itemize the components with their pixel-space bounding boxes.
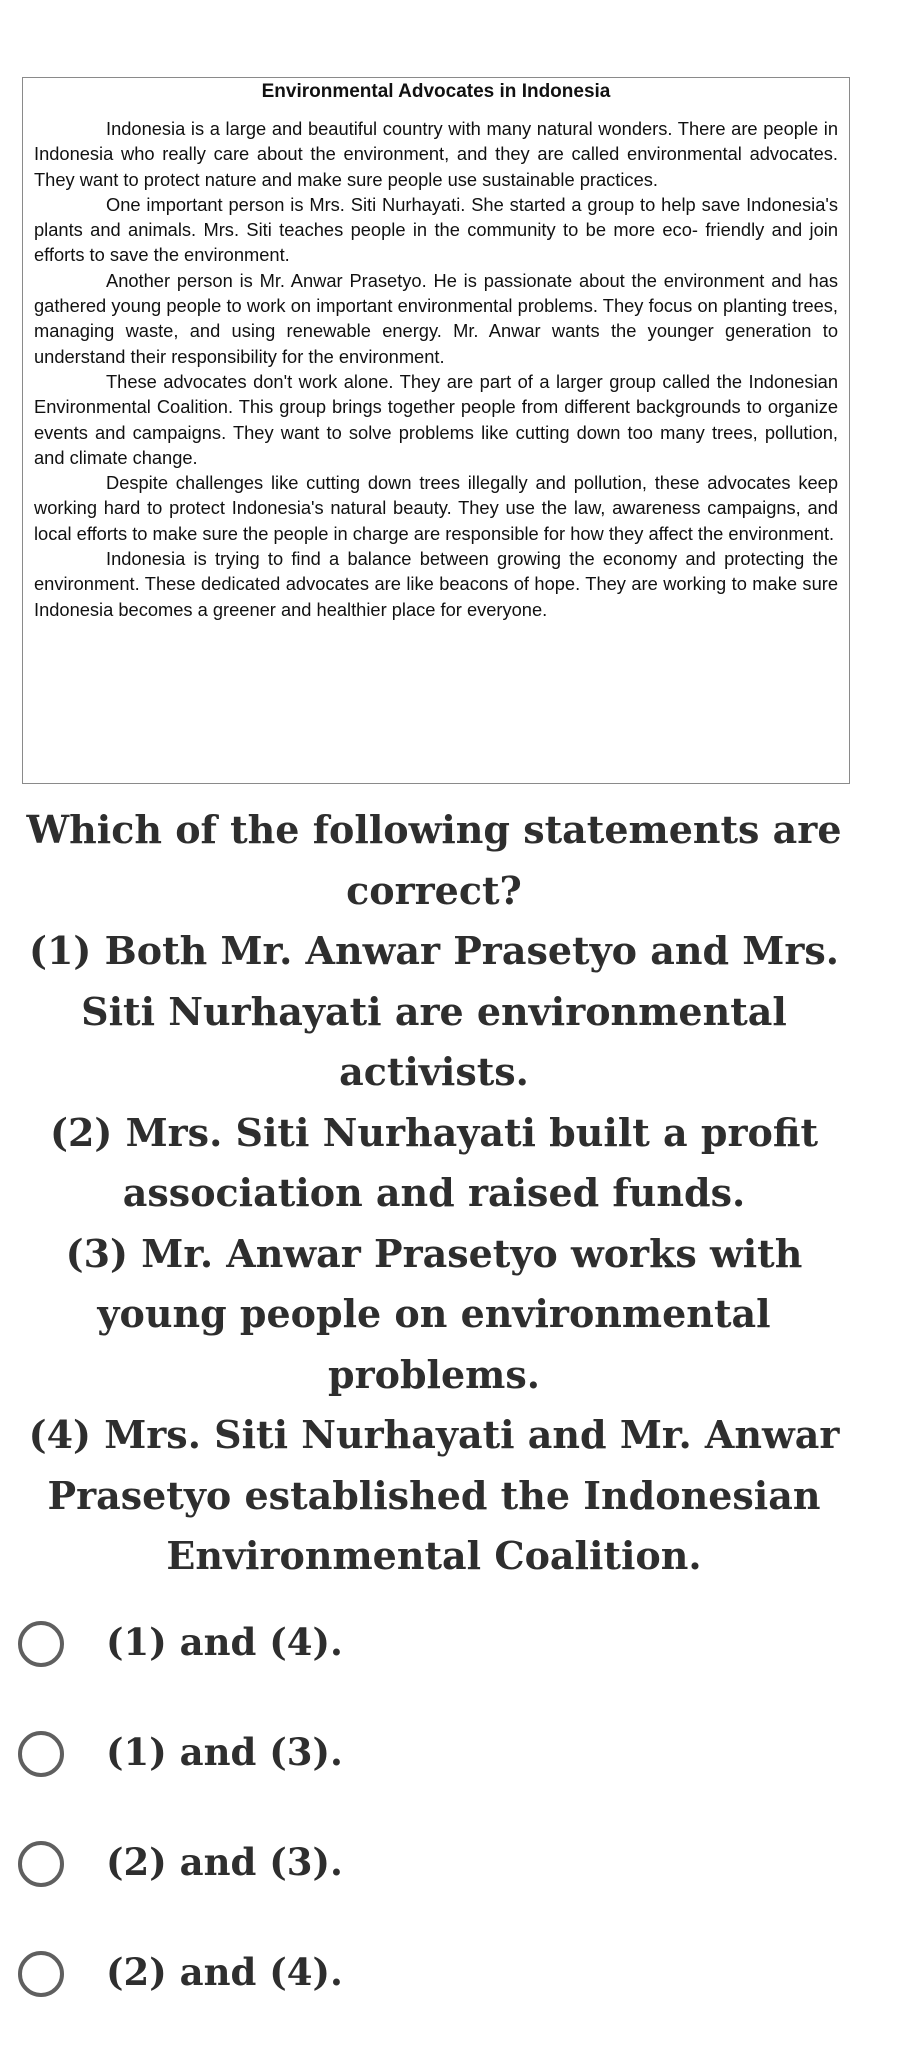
passage-paragraph-3: Another person is Mr. Anwar Prasetyo. He is passionate about the environment and has gathered young people to work on important environmental problems. They focus on planting trees, managing waste, and using renewable energy. Mr. Anwar wants the younger generation to understand their responsibility for the environment. [34, 269, 838, 367]
statement-2: (2) Mrs. Siti Nurhayati built a profit association and raised funds. [49, 1109, 819, 1215]
radio-button-icon[interactable] [18, 1951, 64, 1997]
passage-title: Environmental Advocates in Indonesia [261, 81, 611, 102]
answer-option-label: (2) and (4). [106, 1950, 343, 1994]
radio-button-icon[interactable] [18, 1621, 64, 1667]
statement-4: (4) Mrs. Siti Nurhayati and Mr. Anwar Prasetyo established the Indonesian Environmental Coalition. [28, 1412, 840, 1578]
passage-paragraph-5: Despite challenges like cutting down trees illegally and pollution, these advocates keep working hard to protect Indonesia's natural beauty. They use the law, awareness campaigns, and local efforts to make sure the people in charge are responsible for how they affect the environment. [34, 472, 838, 544]
statement-3: (3) Mr. Anwar Prasetyo works with young people on environmental problems. [65, 1230, 803, 1397]
answer-option-label: (1) and (4). [106, 1620, 343, 1664]
answer-option-4[interactable] [0, 1944, 868, 2054]
answer-option-1[interactable] [0, 1614, 868, 1724]
question-text [0, 800, 868, 1587]
passage-paragraph-1: Indonesia is a large and beautiful country with many natural wonders. There are people in Indonesia who really care about the environment, and they are called environmental advocates. They want to protect nature and make sure people use sustainable practices. [34, 118, 838, 190]
statement-1: (1) Both Mr. Anwar Prasetyo and Mrs. Siti Nurhayati are environmental activists. [28, 928, 839, 1094]
answer-options [0, 1614, 868, 2054]
question-prompt: Which of the following statements are correct? [26, 807, 842, 913]
answer-option-label: (1) and (3). [106, 1730, 343, 1774]
answer-option-2[interactable] [0, 1724, 868, 1834]
radio-button-icon[interactable] [18, 1841, 64, 1887]
radio-button-icon[interactable] [18, 1731, 64, 1777]
passage-paragraph-4: These advocates don't work alone. They are part of a larger group called the Indonesian Environmental Coalition. This group brings together people from different backgrounds to organize events and campaigns. They want to solve problems like cutting down too many trees, pollution, and climate change. [34, 370, 838, 468]
reading-passage [22, 77, 850, 784]
answer-option-3[interactable] [0, 1834, 868, 1944]
answer-option-label: (2) and (3). [106, 1840, 343, 1884]
passage-paragraph-6: Indonesia is trying to find a balance between growing the economy and protecting the environment. These dedicated advocates are like beacons of hope. They are working to make sure Indonesia becomes a greener and healthier place for everyone. [34, 548, 838, 620]
passage-paragraph-2: One important person is Mrs. Siti Nurhayati. She started a group to help save Indonesia's plants and animals. Mrs. Siti teaches people in the community to be more eco- friendly and join efforts to save the environment. [34, 193, 838, 266]
